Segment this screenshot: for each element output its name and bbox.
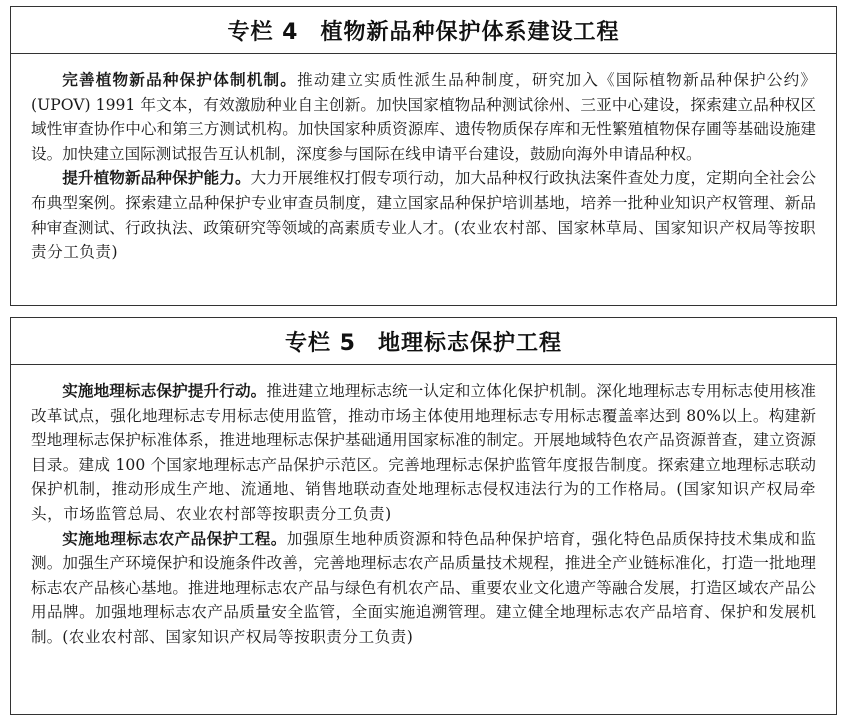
- column-box-4: [10, 6, 837, 306]
- column-header-5: [11, 318, 836, 365]
- paragraph-lead: 实施地理标志保护提升行动。: [62, 382, 267, 400]
- paragraph-lead: 完善植物新品种保护体制机制。: [62, 71, 298, 89]
- paragraph-lead: 提升植物新品种保护能力。: [62, 169, 251, 188]
- paragraph: [31, 68, 816, 166]
- paragraph: [31, 527, 816, 650]
- paragraph-text: 推进建立地理标志统一认定和立体化保护机制。深化地理标志专用标志使用核准改革试点，强化地理标志专用标志使用监管，推动市场主体使用地理标志专用标志覆盖率达到 80%以上。构建新型地理标志保护标准体系，推进地理标志保护基础通用国家标准的制定。开展地域特色农产品资源普查，建立资源目录。建成 100 个国家地理标志产品保护示范区。完善地理标志保护监管年度报告制度。探索建立地理标志联动保护机制，推动形成生产地、流通地、销售地联动查处地理标志侵权违法行为的工作格局。: [31, 382, 816, 499]
- paragraph-text: 加强原生地种质资源和特色品种保护培育，强化特色品质保持技术集成和监测。加强生产环境保护和设施条件改善，完善地理标志农产品质量技术规程，推进全产业链标准化，打造一批地理标志农产品核心基地。推进地理标志农产品与绿色有机农产品、重要农业文化遗产等融合发展，打造区域农产品公用品牌。加强地理标志农产品质量安全监管，全面实施追溯管理。建立健全地理标志农产品培育、保护和发展机制。: [31, 529, 816, 646]
- column-number: 专栏 4: [227, 19, 299, 45]
- column-title: 植物新品种保护体系建设工程: [320, 19, 620, 45]
- paragraph-text: 推动建立实质性派生品种制度，研究加入《国际植物新品种保护公约》(UPOV) 1991 年文本，有效激励种业自主创新。加快国家植物品种测试徐州、三亚中心建设，探索建立品种权区域性审查协作中心和第三方测试机构。加快国家种质资源库、遗传物质保存库和无性繁殖植物保存圃等基础设施建设。加快建立国际测试报告互认机制，深度参与国际在线申请平台建设，鼓励向海外申请品种权。: [31, 71, 816, 163]
- paragraph-note: (农业农村部、国家知识产权局等按职责分工负责): [62, 627, 414, 646]
- column-body-4: [11, 54, 836, 265]
- column-body-5: [11, 365, 836, 650]
- paragraph-note: (国家知识产权局牵头，市场监管总局、农业农村部等按职责分工负责): [31, 480, 816, 523]
- paragraph-text: 大力开展维权打假专项行动，加大品种权行政执法案件查处力度，定期向全社会公布典型案例。探索建立品种保护专业审查员制度，建立国家品种保护培训基地，培养一批种业知识产权管理、新品种审查测试、行政执法、政策研究等领域的高素质专业人才。: [31, 169, 816, 237]
- paragraph: [31, 379, 816, 527]
- column-number: 专栏 5: [285, 330, 356, 356]
- paragraph-lead: 实施地理标志农产品保护工程。: [62, 529, 287, 548]
- paragraph-note: (农业农村部、国家林草局、国家知识产权局等按职责分工负责): [31, 218, 816, 262]
- column-header-4: [11, 7, 836, 54]
- paragraph: [31, 166, 816, 264]
- column-box-5: [10, 317, 837, 715]
- column-title: 地理标志保护工程: [377, 330, 562, 356]
